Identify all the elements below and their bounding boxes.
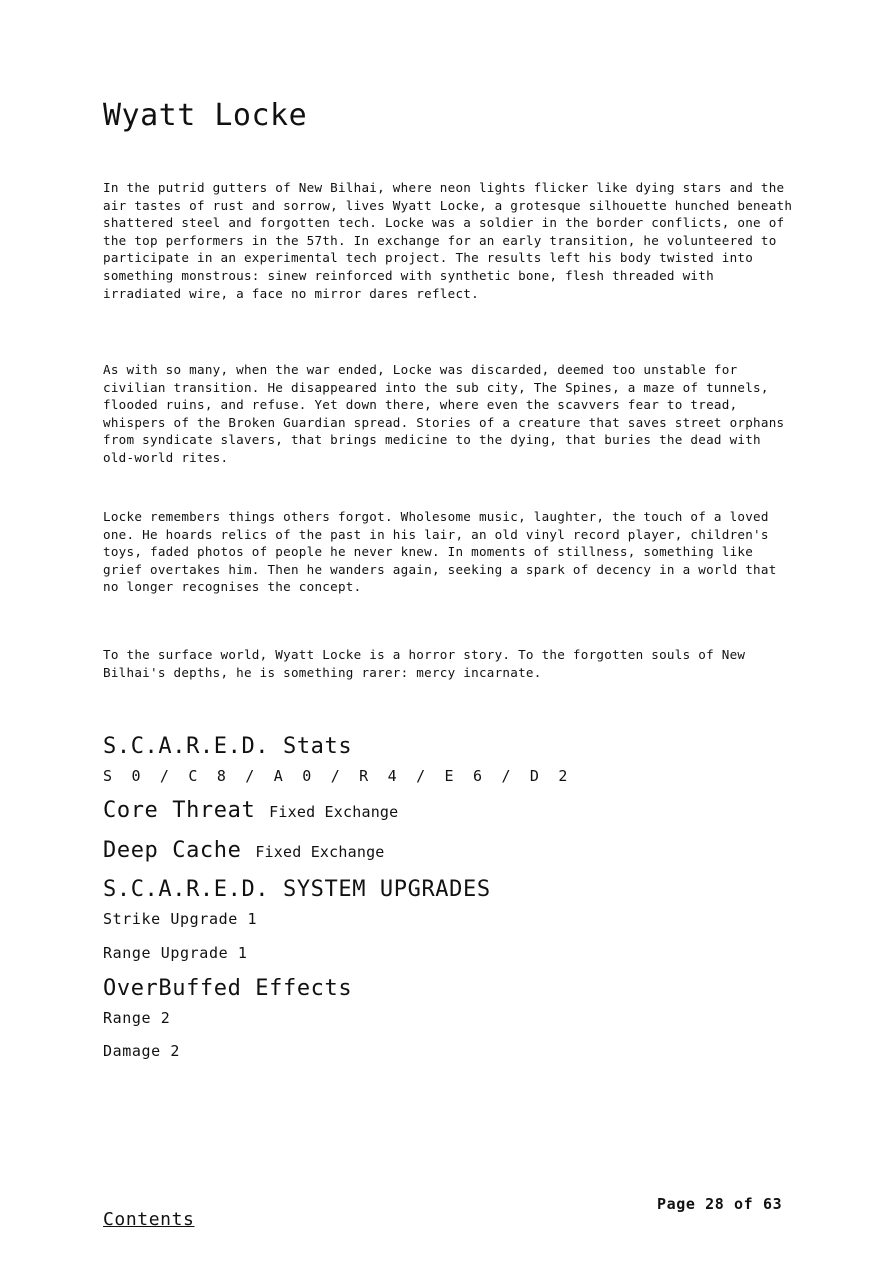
core-threat-value: Fixed Exchange bbox=[269, 803, 399, 821]
body-paragraph: As with so many, when the war ended, Locke was discarded, deemed too unstable for civilian transition. He disappeared into the sub city, The Spines, a maze of tunnels, flooded ruins, and refuse. Yet down there, where even the scavvers fear to tread, whispers of the Broken Guardian spread. Stories of a creature that saves street orphans from syndicate slavers, that brings medicine to the dying, that buries the dead with old-world rites. bbox=[103, 362, 785, 465]
stats-line: S 0 / C 8 / A 0 / R 4 / E 6 / D 2 bbox=[103, 767, 573, 785]
upgrade-item: Strike Upgrade 1 bbox=[103, 910, 258, 928]
page-number: Page 28 of 63 bbox=[657, 1195, 783, 1213]
deep-cache-value: Fixed Exchange bbox=[255, 843, 385, 861]
body-paragraph: In the putrid gutters of New Bilhai, where neon lights flicker like dying stars and the air tastes of rust and sorrow, lives Wyatt Locke, a grotesque silhouette hunched beneath shattered steel and forgotten tech. Locke was a soldier in the border conflicts, one of the top performers in the 57th. In exchange for an early transition, he volunteered to participate in an experimental tech project. The results left his body twisted into something monstrous: sinew reinforced with synthetic bone, flesh threaded with irradiated wire, a face no mirror dares reflect. bbox=[103, 180, 793, 301]
overbuffed-item: Range 2 bbox=[103, 1009, 171, 1027]
core-threat-label: Core Threat bbox=[103, 798, 256, 823]
system-upgrades-heading: S.C.A.R.E.D. SYSTEM UPGRADES bbox=[103, 877, 491, 902]
upgrade-item: Range Upgrade 1 bbox=[103, 944, 248, 962]
contents-link[interactable]: Contents bbox=[103, 1209, 195, 1230]
core-threat-heading bbox=[103, 797, 398, 826]
body-paragraph: To the surface world, Wyatt Locke is a horror story. To the forgotten souls of New Bilhai's depths, he is something rarer: mercy incarnate. bbox=[103, 647, 746, 680]
overbuffed-heading: OverBuffed Effects bbox=[103, 976, 353, 1001]
deep-cache-label: Deep Cache bbox=[103, 838, 242, 863]
overbuffed-item: Damage 2 bbox=[103, 1042, 181, 1060]
body-paragraph: Locke remembers things others forgot. Wholesome music, laughter, the touch of a loved one. He hoards relics of the past in his lair, an old vinyl record player, children's toys, faded photos of people he never knew. In moments of stillness, something like grief overtakes him. Then he wanders again, seeking a spark of decency in a world that no longer recognises the concept. bbox=[103, 509, 777, 595]
page-title: Wyatt Locke bbox=[103, 98, 308, 133]
deep-cache-heading bbox=[103, 837, 385, 866]
stats-heading: S.C.A.R.E.D. Stats bbox=[103, 734, 353, 759]
